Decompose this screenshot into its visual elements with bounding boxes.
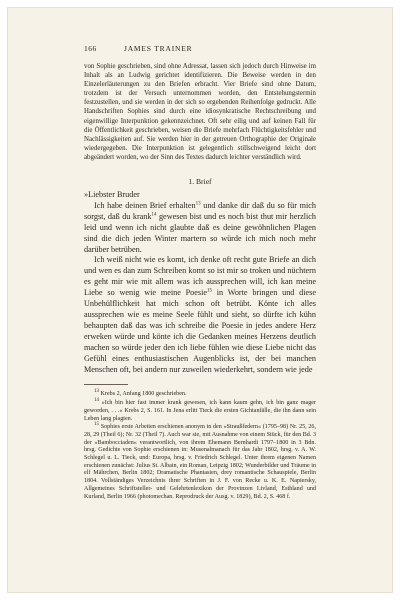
intro-paragraph: von Sophie geschrieben, sind ohne Adressat, lassen sich jedoch durch Hinweise im Inhalt als an Ludwig gerichtet identifizieren. Die Beweise werden in den Einzelerläuterungen zu den Briefen erbracht. Vier Briefe sind ohne Datum, trotzdem ist der Versuch unternommen worden, den Entstehungstermin festzustellen, und sie werden in der sich so ergebenden Reihenfolge gedruckt. Alle Handschriften Sophies sind durch eine idiosynkratische Rechtschreibung und eigenwillige Interpunktion gekennzeichnet. Oft sehr eilig und auf keinen Fall für die Öffentlichkeit geschrieben, weisen die Briefe mehrfach Flüchtigkeitsfehler und Nachlässigkeiten auf. Sie werden hier in der getreuen Orthographie der Originale wiedergegeben. Die Interpunktion ist gelegentlich stillschweigend leicht dort abgeändert worden, wo der Sinn des Textes dadurch leichter verständlich wird. [84, 63, 316, 161]
letter-salutation: »Liebster Bruder [84, 190, 140, 200]
footnote-15: $^{15}$ Sophies erste Arbeiten erschienen anonym in den »Straußfedern« (1795–98) Nr. 25, 26, 28, 29 (Theil 6); Nr. 32 (Theil 7). Auch war sie, mit Ausnahme von einem Stück, für den Bd. 3 der »Bambocciaden« verantwortlich, von ihrem Ehemann Bernhardi 1797–1800 in 3 Bdn. hrsg. Gedichte von Sophie erschienen in: Musenalmanach für das Jahr 1802, hrsg. v. A. W. Schlegel u. L. Tieck, und: Europa, hrsg. v. Friedrich Schlegel. Unter ihrem eigenen Namen erschienen zunächst: Julius St. Albain, ein Roman, Leipzig 1802; Wunderbilder und Träume in elf Mährchen, Berlin 1802; Dramatische Phantasien, drey romantische Schauspiele, Berlin 1804. Vollständiges Verzeichnis ihrer Schriften in J. F. von Recke u. K. E. Napiersky, Allgemeines Schriftsteller- und Gelehrtenlexikon der Provinzen Livland, Esthland und Kurland, Berlin 1966 (photomechan. Reprodruck der Ausg. v. 1829), Bd. 2, S. 468 f. [84, 422, 316, 500]
letter-text [84, 190, 316, 375]
letter-paragraph-1: Ich habe deinen Brief erhalten$^{13}$ und danke dir daß du so für mich sorgst, daß du krank$^{14}$ gewesen bist und es noch bist thut mir herzlich leid und wenn ich nicht glaubte daß es deine gewöhnlichen Plagen sind die dich jeden Winter martern so würde ich mich noch mehr darüber betrüben. [84, 200, 316, 254]
footnotes [84, 391, 316, 501]
footnote-number: 13 [94, 389, 99, 395]
footnote-14: $^{14}$ »Ich bin hier fast immer krank gewesen, ich kann kaum gehn, ich bin ganz mager geworden, . . .« Krebs 2, S. 161. In Jena erlitt Tieck die ersten Gichtanfälle, die ihn dann sein Leben lang plagten. [84, 398, 316, 422]
footnote-number: 14 [94, 398, 99, 404]
page-number: 166 [84, 44, 97, 53]
footnote-rule [84, 384, 128, 385]
footnote-ref-15: 15 [207, 288, 212, 294]
page-header [84, 44, 316, 56]
page-body [84, 62, 316, 502]
footnote-ref-13: 13 [195, 201, 201, 207]
running-head: JAMES TRAINER [124, 44, 193, 53]
letter-paragraph-2: Ich weiß nicht wie es komt, ich denke oft recht gute Briefe an dich und wen es dan zum Schreiben komt so ist mir so troken und nüchtern es geht mir wie mit allem was ich aussprechen will, ich kan meine Liebe so wenig wie meine Poesie$^{15}$ in Worte bringen und diese Unbehülflichkeit hat mich schon oft betrübt. Könte ich alles aussprechen wie es meine Seele fühlt und sieht, so dürfte ich kühn behaupten daß das was ich schreibe die Poesie in jedes andere Herz erweken würde und könte ich die Gedanken meines Herzens deutlich machen so würde jeder den ich liebe fühlen wie diese Liebe nicht das Gefühl eines enthusiastischen Augenblicks ist, der bei manchen Menschen oft, bei andern nur zuweilen wiederkehrt, sondern wie jede [84, 255, 316, 374]
footnote-number: 15 [94, 422, 99, 428]
footnote-ref-14: 14 [151, 212, 157, 218]
footnote-13: $^{13}$ Krebs 2, Anfang 1800 geschrieben. [94, 389, 187, 398]
section-title: 1. Brief [188, 177, 212, 187]
